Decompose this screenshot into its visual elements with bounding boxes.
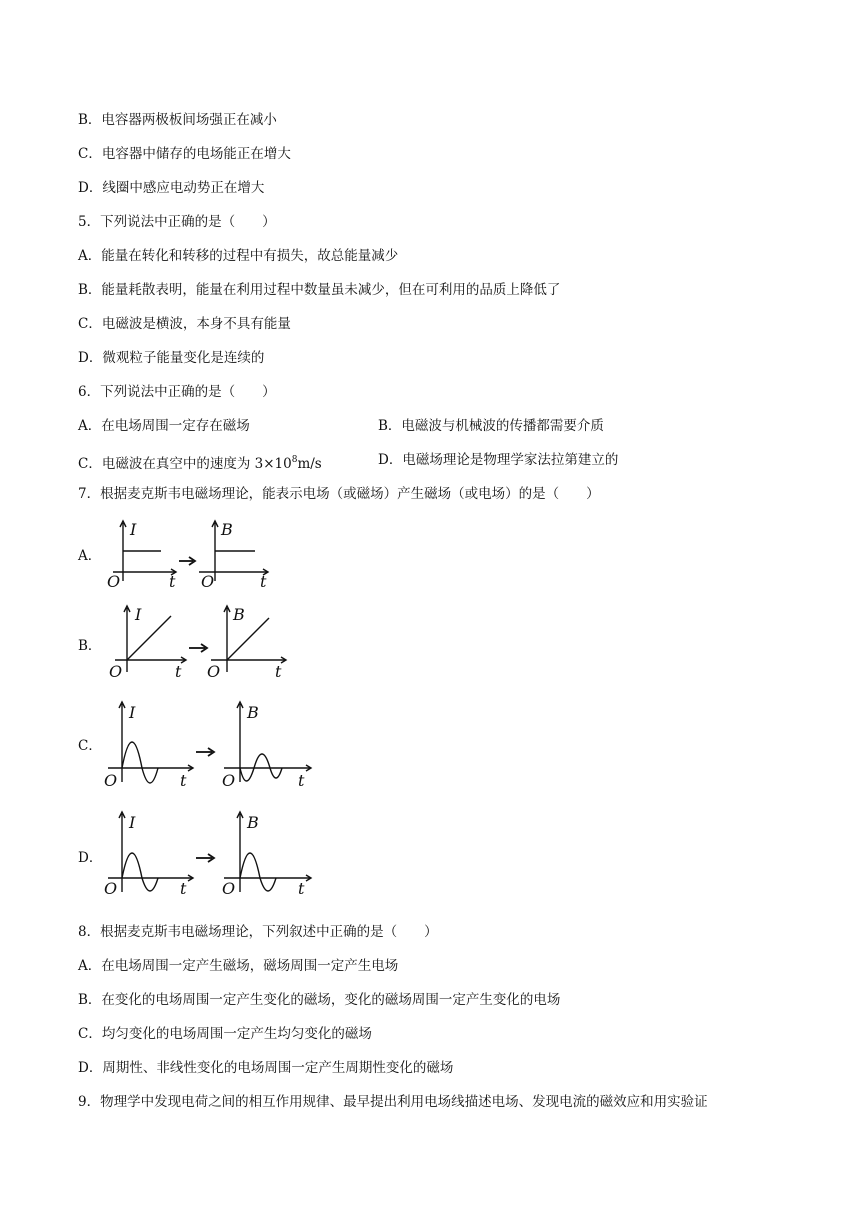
q5-stem: 5．下列说法中正确的是（ ） [78, 214, 276, 230]
q7-stem: 7．根据麦克斯韦电磁场理论，能表示电场（或磁场）产生磁场（或电场）的是（ ） [78, 486, 600, 502]
q8-option-a: A．在电场周围一定产生磁场，磁场周围一定产生电场 [78, 958, 399, 974]
q7-option-a-label: A． [78, 548, 102, 564]
q6-option-b: B．电磁波与机械波的传播都需要介质 [378, 418, 604, 434]
q7b-left-t: t [175, 662, 182, 681]
q7c-right-t: t [298, 771, 305, 790]
q8-option-c: C．均匀变化的电场周围一定产生均匀变化的磁场 [78, 1026, 372, 1042]
q7-option-a-graph [105, 515, 280, 591]
q7-option-c-label: C． [78, 738, 102, 754]
q6-option-c-exponent: 8 [291, 455, 298, 465]
q7b-left-origin: O [109, 662, 123, 681]
q7b-right-var: B [233, 605, 245, 624]
q7-option-d-graph [100, 808, 320, 904]
q4-option-d: D．线圈中感应电动势正在增大 [78, 180, 265, 196]
q6-option-a: A．在电场周围一定存在磁场 [78, 418, 250, 434]
q5-option-d: D．微观粒子能量变化是连续的 [78, 350, 265, 366]
q7-option-b-label: B． [78, 638, 102, 654]
q7-option-c-graph [100, 698, 320, 794]
q7d-right-t: t [298, 879, 305, 898]
q5-option-c: C．电磁波是横波，本身不具有能量 [78, 316, 291, 332]
q8-stem: 8．根据麦克斯韦电磁场理论，下列叙述中正确的是（ ） [78, 924, 438, 940]
q7d-left-t: t [180, 879, 187, 898]
q7c-left-origin: O [104, 771, 118, 790]
q7-option-b-graph [105, 600, 295, 682]
q7a-right-var: B [221, 520, 233, 539]
q7b-right-origin: O [207, 662, 221, 681]
q7c-left-t: t [180, 771, 187, 790]
q7a-left-var: I [130, 520, 137, 539]
q7c-left-var: I [129, 703, 136, 722]
q7b-right-t: t [275, 662, 282, 681]
q7b-left-var: I [135, 605, 142, 624]
q7a-right-origin: O [201, 572, 215, 591]
q9-stem: 9．物理学中发现电荷之间的相互作用规律、最早提出利用电场线描述电场、发现电流的磁效应和用实验证 [78, 1094, 708, 1110]
q7c-right-origin: O [222, 771, 236, 790]
q7d-left-var: I [129, 813, 136, 832]
q6-stem: 6．下列说法中正确的是（ ） [78, 384, 276, 400]
q6-option-c-pre: C．电磁波在真空中的速度为 3×10 [78, 456, 292, 472]
q7a-left-t: t [169, 572, 176, 591]
q7d-left-origin: O [104, 879, 118, 898]
q7-option-d-label: D． [78, 850, 103, 866]
q7d-right-origin: O [222, 879, 236, 898]
q7a-left-origin: O [107, 572, 121, 591]
q8-option-d: D．周期性、非线性变化的电场周围一定产生周期性变化的磁场 [78, 1060, 454, 1076]
q5-option-a: A．能量在转化和转移的过程中有损失，故总能量减少 [78, 248, 399, 264]
q5-option-b: B．能量耗散表明，能量在利用过程中数量虽未减少，但在可利用的品质上降低了 [78, 282, 561, 298]
q7d-right-var: B [247, 813, 259, 832]
q7c-right-var: B [247, 703, 259, 722]
q6-option-d: D．电磁场理论是物理学家法拉第建立的 [378, 452, 619, 468]
q8-option-b: B．在变化的电场周围一定产生变化的磁场，变化的磁场周围一定产生变化的电场 [78, 992, 561, 1008]
q4-option-c: C．电容器中储存的电场能正在增大 [78, 146, 291, 162]
q6-option-c [78, 450, 322, 474]
q4-option-b: B．电容器两极板间场强正在减小 [78, 112, 277, 128]
q7a-right-t: t [260, 572, 267, 591]
q6-option-c-unit: m/s [297, 456, 322, 472]
